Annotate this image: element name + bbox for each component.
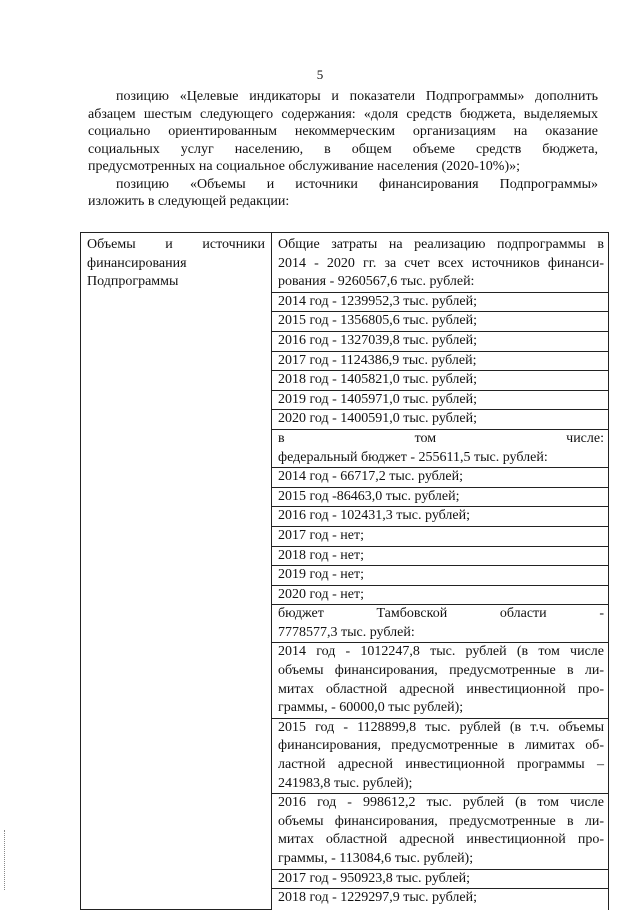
funding-item-line: 2014 - 2020 гг. за счет всех источников финанси-: [278, 255, 604, 271]
funding-item: [272, 370, 608, 390]
funding-item-line: 2018 год - 1405821,0 тыс. рублей;: [278, 372, 478, 388]
funding-item: [272, 467, 608, 487]
funding-item: [272, 526, 608, 546]
funding-item: [272, 487, 608, 507]
text-line: позицию «Целевые индикаторы и показатели Подпрограммы» дополнить: [116, 89, 598, 104]
funding-item-line: финансирования, предусмотренные в лимитах об-: [278, 738, 604, 754]
row-content-cell: [272, 233, 609, 910]
funding-item-line: 2019 год - нет;: [278, 567, 364, 583]
paragraph-funding-volumes: [88, 176, 598, 211]
funding-item: [272, 793, 608, 868]
funding-item-line: граммы, - 113084,6 тыс. рублей);: [278, 851, 474, 866]
funding-item: [272, 292, 608, 312]
funding-item: [272, 869, 608, 889]
row-label-line: финансирования: [87, 255, 187, 271]
table-row: [81, 233, 609, 910]
text-line: абзацем шестым следующего содержания: «доля средств бюджета, выделяемых: [88, 106, 598, 122]
funding-item-line: в том числе:: [278, 430, 604, 446]
funding-item-line: 2015 год - 1356805,6 тыс. рублей;: [278, 313, 478, 329]
funding-item-line: 2020 год - 1400591,0 тыс. рублей;: [278, 411, 478, 427]
page-number: 5: [316, 67, 324, 82]
funding-item-line: Общие затраты на реализацию подпрограммы в: [278, 237, 604, 252]
funding-item: [272, 565, 608, 585]
funding-item-line: 2015 год - 1128899,8 тыс. рублей (в т.ч. объемы: [278, 719, 604, 735]
funding-table: [80, 232, 609, 910]
funding-item-line: 2014 год - 1239952,3 тыс. рублей;: [278, 293, 478, 309]
row-label-line: Объемы и источники: [87, 237, 265, 252]
paragraph-target-indicators: [88, 88, 598, 176]
funding-item: [272, 718, 608, 793]
funding-item-line: объемы финансирования, предусмотренные в ли-: [278, 813, 604, 829]
funding-item-line: рования - 9260567,6 тыс. рублей:: [278, 274, 475, 290]
funding-item: [272, 351, 608, 371]
funding-item-line: 2019 год - 1405971,0 тыс. рублей;: [278, 391, 478, 407]
funding-item-line: 2015 год -86463,0 тыс. рублей;: [278, 488, 460, 504]
funding-item-line: 2016 год - 1327039,8 тыс. рублей;: [278, 332, 478, 348]
funding-item-line: 7778577,3 тыс. рублей:: [278, 624, 415, 640]
funding-item-line: ластной адресной инвестиционной программы –: [278, 757, 604, 773]
text-line: позицию «Объемы и источники финансирования Подпрограммы»: [116, 176, 598, 192]
funding-item-line: 2016 год - 998612,2 тыс. рублей (в том числе: [278, 795, 604, 811]
funding-item-line: бюджет Тамбовской области -: [278, 606, 604, 622]
funding-item-line: 2016 год - 102431,3 тыс. рублей;: [278, 508, 471, 524]
text-line: социальных услуг населению, в общем объеме средств бюджета,: [88, 141, 598, 157]
funding-item: [272, 546, 608, 566]
text-line: изложить в следующей редакции:: [88, 194, 290, 209]
margin-marks: [4, 830, 7, 890]
funding-item: [272, 236, 608, 292]
funding-item-line: 2017 год - нет;: [278, 527, 364, 543]
funding-item: [272, 506, 608, 526]
funding-item-line: граммы, - 60000,0 тыс рублей);: [278, 700, 464, 716]
funding-item: [272, 390, 608, 410]
funding-item-line: 241983,8 тыс. рублей);: [278, 775, 413, 791]
funding-item-line: федеральный бюджет - 255611,5 тыс. рублей:: [278, 449, 548, 465]
funding-item-line: 2017 год - 1124386,9 тыс. рублей;: [278, 352, 477, 368]
funding-item: [272, 311, 608, 331]
row-label-line: Подпрограммы: [87, 274, 179, 290]
funding-item-line: митах областной адресной инвестиционной про-: [278, 832, 604, 848]
text-line: социально ориентированным некоммерческим организациям на оказание: [88, 124, 598, 139]
row-label-cell: [81, 233, 272, 910]
text-line: предусмотренных на социальное обслуживание населения (2020-10%)»;: [88, 159, 521, 174]
funding-item: [272, 429, 608, 467]
funding-item-line: 2018 год - 1229297,9 тыс. рублей;: [278, 890, 478, 906]
funding-item-line: 2017 год - 950923,8 тыс. рублей;: [278, 870, 471, 886]
funding-item: [272, 585, 608, 605]
funding-item: [272, 409, 608, 429]
funding-item-line: 2020 год - нет;: [278, 586, 364, 602]
funding-item-line: 2014 год - 1012247,8 тыс. рублей (в том числе: [278, 644, 604, 660]
funding-item-line: 2018 год - нет;: [278, 547, 364, 563]
intro-text: [88, 88, 598, 211]
funding-item: [272, 331, 608, 351]
funding-item-line: митах областной адресной инвестиционной про-: [278, 681, 604, 697]
funding-item-line: 2014 год - 66717,2 тыс. рублей;: [278, 469, 464, 485]
funding-item: [272, 642, 608, 717]
funding-item: [272, 604, 608, 642]
funding-item-line: объемы финансирования, предусмотренные в ли-: [278, 663, 604, 679]
